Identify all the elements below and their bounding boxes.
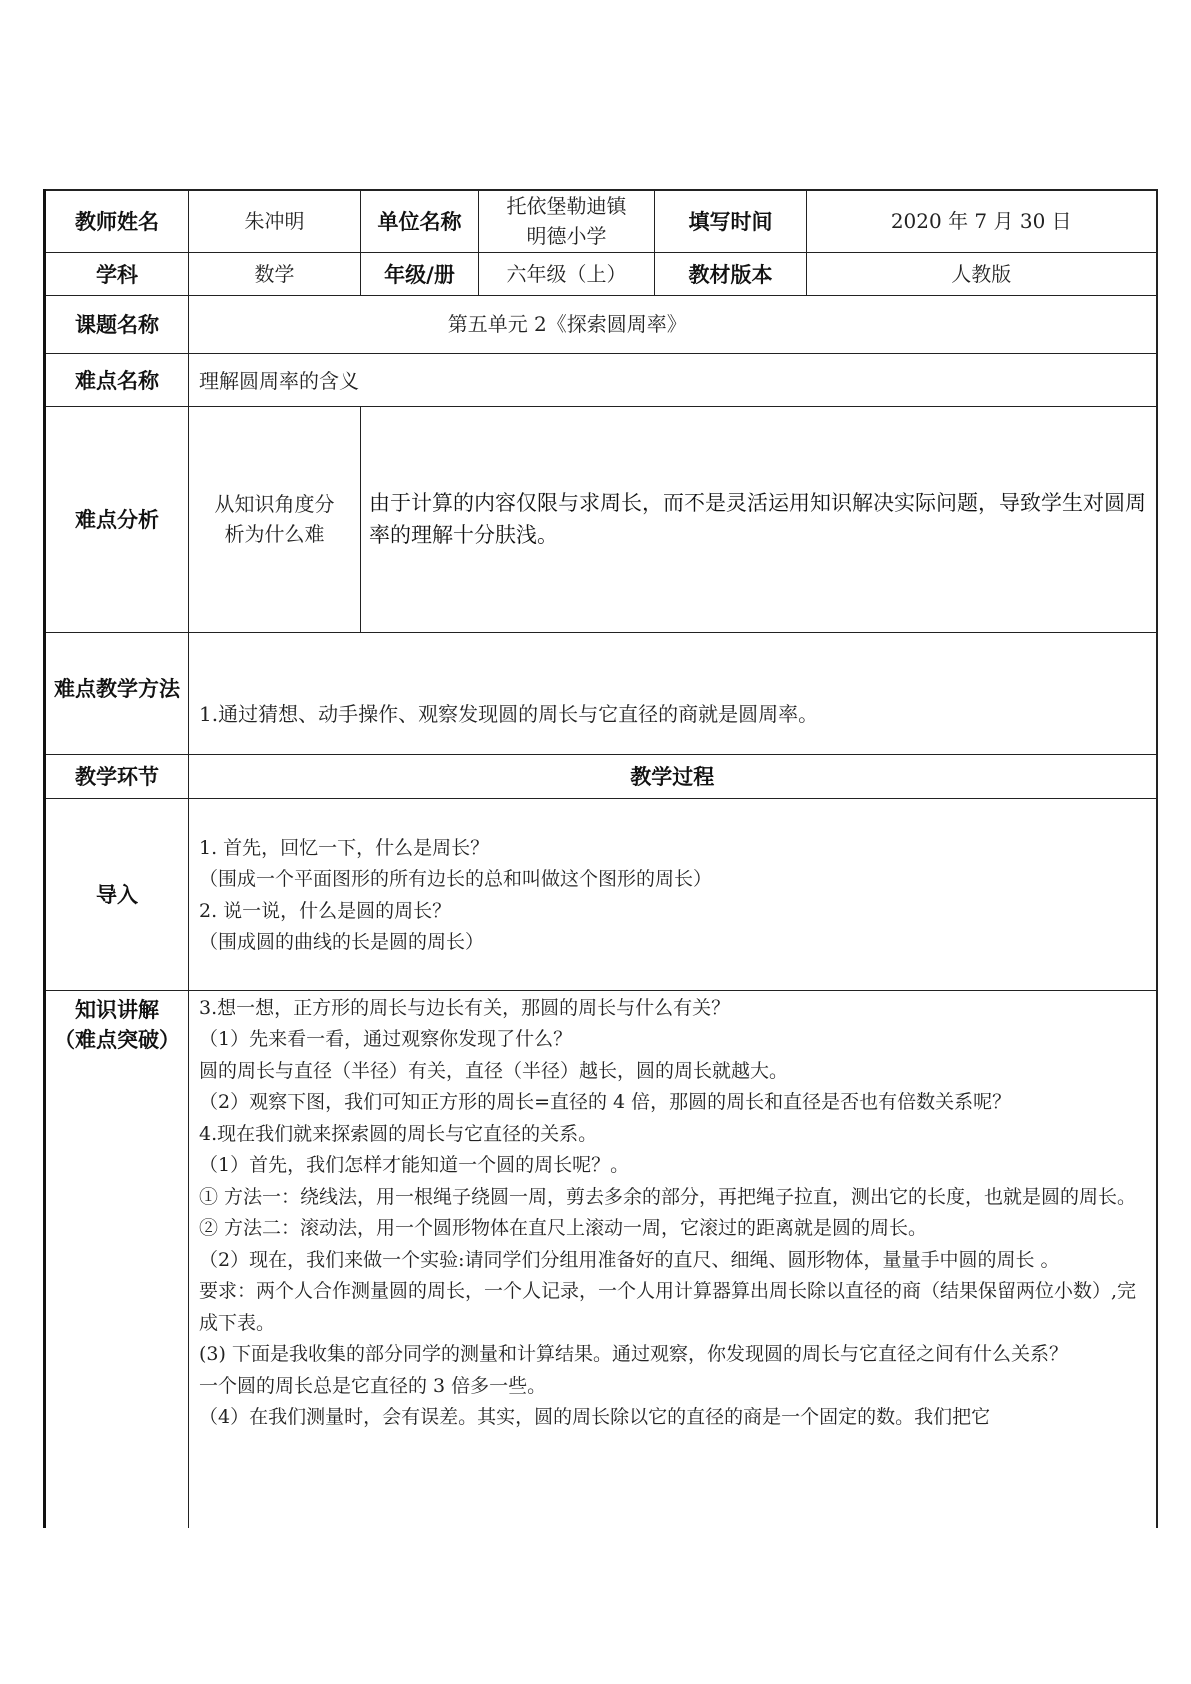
analysis-label: 难点分析 <box>45 406 189 632</box>
knowledge-line: （2）现在，我们来做一个实验:请同学们分组用准备好的直尺、细绳、圆形物体，量量手中圆的周长 。 <box>199 1248 1060 1271</box>
teacher-name-label: 教师姓名 <box>45 190 189 252</box>
process-title: 教学过程 <box>189 754 1157 798</box>
intro-line: （围成一个平面图形的所有边长的总和叫做这个图形的周长） <box>199 868 713 890</box>
unit-name-label: 单位名称 <box>361 190 479 252</box>
knowledge-line: （1）先来看一看，通过观察你发现了什么？ <box>199 1028 573 1050</box>
fill-date-label: 填写时间 <box>655 190 807 252</box>
knowledge-label-line2: （难点突破） <box>54 1027 180 1052</box>
knowledge-line: ① 方法一：绕线法，用一根绳子绕圆一周，剪去多余的部分，再把绳子拉直，测出它的长度，也就是圆的周长。 <box>199 1185 1137 1208</box>
knowledge-row <box>45 990 1157 1528</box>
method-value: 1.通过猜想、动手操作、观察发现圆的周长与它直径的商就是圆周率。 <box>189 632 1157 754</box>
header-row-1 <box>45 190 1157 252</box>
method-label: 难点教学方法 <box>45 632 189 754</box>
topic-row <box>45 295 1157 353</box>
topic-value: 第五单元 2《探索圆周率》 <box>189 295 1157 353</box>
knowledge-line: 要求：两个人合作测量圆的周长，一个人记录，一个人用计算器算出周长除以直径的商（结果保留两位小数）,完成下表。 <box>199 1280 1137 1334</box>
grade-label: 年级/册 <box>361 252 479 295</box>
knowledge-line: (3) 下面是我收集的部分同学的测量和计算结果。通过观察，你发现圆的周长与它直径之间有什么关系？ <box>199 1343 1068 1365</box>
difficulty-row <box>45 353 1157 406</box>
knowledge-content <box>189 990 1157 1528</box>
edition-label: 教材版本 <box>655 252 807 295</box>
knowledge-label <box>45 990 189 1528</box>
knowledge-line: （1）首先，我们怎样才能知道一个圆的周长呢？。 <box>199 1154 630 1176</box>
knowledge-line: 3.想一想，正方形的周长与边长有关，那圆的周长与什么有关？ <box>199 996 731 1019</box>
knowledge-line: 一个圆的周长总是它直径的 3 倍多一些。 <box>199 1374 547 1397</box>
analysis-value: 由于计算的内容仅限与求周长，而不是灵活运用知识解决实际问题，导致学生对圆周率的理解十分肤浅。 <box>361 406 1157 632</box>
knowledge-line: ② 方法二：滚动法，用一个圆形物体在直尺上滚动一周，它滚过的距离就是圆的周长。 <box>199 1217 928 1239</box>
analysis-row <box>45 406 1157 632</box>
topic-label: 课题名称 <box>45 295 189 353</box>
intro-row <box>45 798 1157 990</box>
teacher-name-value: 朱冲明 <box>189 190 361 252</box>
intro-line: 2. 说一说，什么是圆的周长？ <box>199 899 452 922</box>
knowledge-line: 圆的周长与直径（半径）有关，直径（半径）越长，圆的周长就越大。 <box>199 1059 789 1082</box>
fill-date-value: 2020 年 7 月 30 日 <box>807 190 1157 252</box>
subject-label: 学科 <box>45 252 189 295</box>
difficulty-value: 理解圆周率的含义 <box>189 353 1157 406</box>
intro-label: 导入 <box>45 798 189 990</box>
lesson-plan-table <box>43 189 1158 1528</box>
intro-line: 1. 首先，回忆一下，什么是周长？ <box>199 836 490 859</box>
process-header-row <box>45 754 1157 798</box>
subject-value: 数学 <box>189 252 361 295</box>
knowledge-line: （4）在我们测量时，会有误差。其实，圆的周长除以它的直径的商是一个固定的数。我们把它 <box>199 1406 991 1428</box>
difficulty-label: 难点名称 <box>45 353 189 406</box>
grade-value: 六年级（上） <box>479 252 655 295</box>
intro-line: （围成圆的曲线的长是圆的周长） <box>199 931 485 953</box>
knowledge-label-line1: 知识讲解 <box>75 997 159 1022</box>
intro-content <box>189 798 1157 990</box>
knowledge-line: （2）观察下图，我们可知正方形的周长=直径的 4 倍，那圆的周长和直径是否也有倍数关系呢？ <box>199 1091 1012 1113</box>
unit-name-value: 托依堡勒迪镇明德小学 <box>479 190 655 252</box>
knowledge-line: 4.现在我们就来探索圆的周长与它直径的关系。 <box>199 1122 598 1145</box>
edition-value: 人教版 <box>807 252 1157 295</box>
process-section-label: 教学环节 <box>45 754 189 798</box>
analysis-sub-label: 从知识角度分析为什么难 <box>189 406 361 632</box>
method-row <box>45 632 1157 754</box>
header-row-2 <box>45 252 1157 295</box>
